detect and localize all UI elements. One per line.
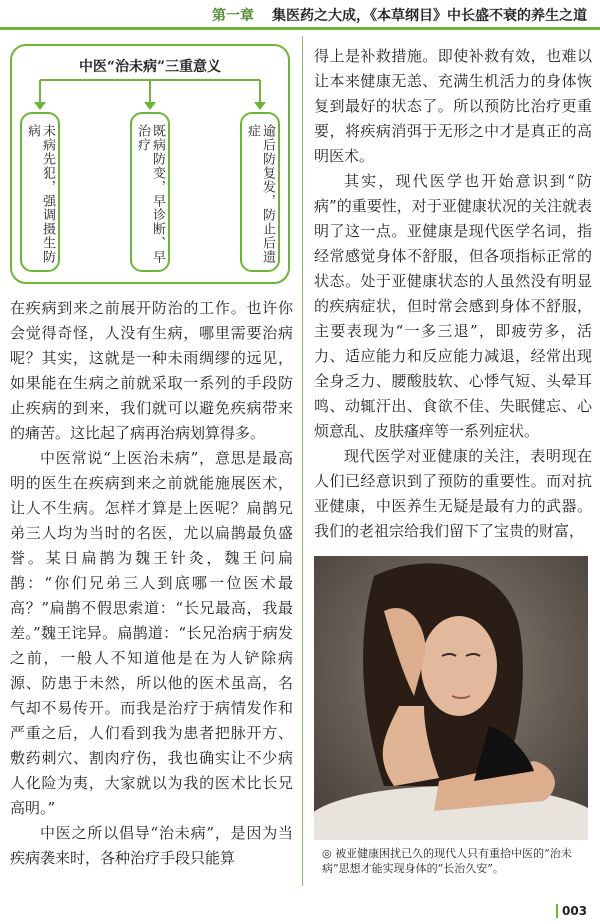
right-paragraph-1: 得上是补救措施。即使补救有效，也难以让本来健康无恙、充满生机活力的身体恢复到最好的状态了。所以预防比治疗更重要，将疾病消弭于无形之中才是真正的高明医术。 — [314, 47, 592, 165]
three-meanings-diagram — [10, 44, 290, 284]
chapter-title: 集医药之大成，《本草纲目》中长盛不衰的养生之道 — [272, 8, 587, 24]
meaning-box-3 — [240, 112, 280, 272]
left-paragraph-1: 在疾病到来之前展开防治的工作。也许你会觉得奇怪，人没有生病，哪里需要治病呢？其实，这就是一种未雨绸缪的远见，如果能在生病之前就采取一系列的手段防止疾病的到来，我们就可以避免疾病带来的痛苦。这比起了病再治病划算得多。 — [10, 299, 293, 442]
left-paragraph-2: 中医常说“上医治未病”，意思是最高明的医生在疾病到来之前就能施展医术，让人不生病。怎样才算是上医呢？扁鹊兄弟三人均为当时的名医，尤以扁鹊最负盛誉。某日扁鹊为魏王针灸，魏王问扁鹊：“你们兄弟三人到底哪一位医术最高？”扁鹊不假思索道：“长兄最高，我最差。”魏王诧异。扁鹊道：“长兄治病于病发之前，一般人不知道他是在为人铲除病源、防患于未然，所以他的医术虽高，名气却不易传开。而我是治疗于病情发作和严重之后，人们看到我为患者把脉开方、敷药刺穴、割肉疗伤，我也确实让不少病人化险为夷，大家就以为我的医术比长兄高明。” — [10, 449, 293, 817]
photo-caption: ◎ 被亚健康困扰已久的现代人只有重拾中医的“治未病”思想才能实现身体的“长治久安”。 — [322, 847, 572, 875]
column-divider — [302, 36, 303, 886]
page-number: 003 — [562, 904, 588, 918]
tired-woman-photo — [314, 556, 588, 840]
meaning-text-2: 既病防变，早诊断、早治疗 — [135, 124, 165, 264]
meaning-box-1 — [20, 112, 60, 272]
right-paragraph-3: 现代医学对亚健康的关注，表明现在人们已经意识到了预防的重要性。而对抗亚健康，中医养生无疑是最有力的武器。我们的老祖宗给我们留下了宝贵的财富， — [314, 447, 592, 540]
left-column-text — [10, 296, 293, 871]
right-column-text — [314, 44, 592, 544]
meaning-box-2 — [130, 112, 170, 272]
chapter-label: 第一章 — [212, 8, 254, 24]
left-paragraph-3: 中医之所以倡导“治未病”，是因为当疾病袭来时，各种治疗手段只能算 — [10, 824, 293, 867]
meaning-text-3: 逾后防复发，防止后遗症 — [245, 124, 275, 264]
meaning-text-1: 未病先犯，强调摄生防病 — [25, 124, 55, 264]
running-header — [0, 0, 600, 30]
header-rule — [0, 27, 600, 30]
page-number-bar — [556, 904, 558, 918]
diagram-title: 中医“治未病”三重意义 — [78, 59, 222, 75]
right-paragraph-2: 其实，现代医学也开始意识到“防病”的重要性，对于亚健康状况的关注就表明了这一点。亚健康是现代医学名词，指经常感觉身体不舒服，但各项指标正常的状态。处于亚健康状态的人虽然没有明显的疾病症状，但时常会感到身体不舒服，主要表现为“一多三退”，即疲劳多，活力、适应能力和反应能力减退，经常出现全身乏力、腰酸肢软、心悸气短、头晕耳鸣、动辄汗出、食欲不佳、失眠健忘、心烦意乱、皮肤瘙痒等一系列症状。 — [314, 172, 592, 440]
